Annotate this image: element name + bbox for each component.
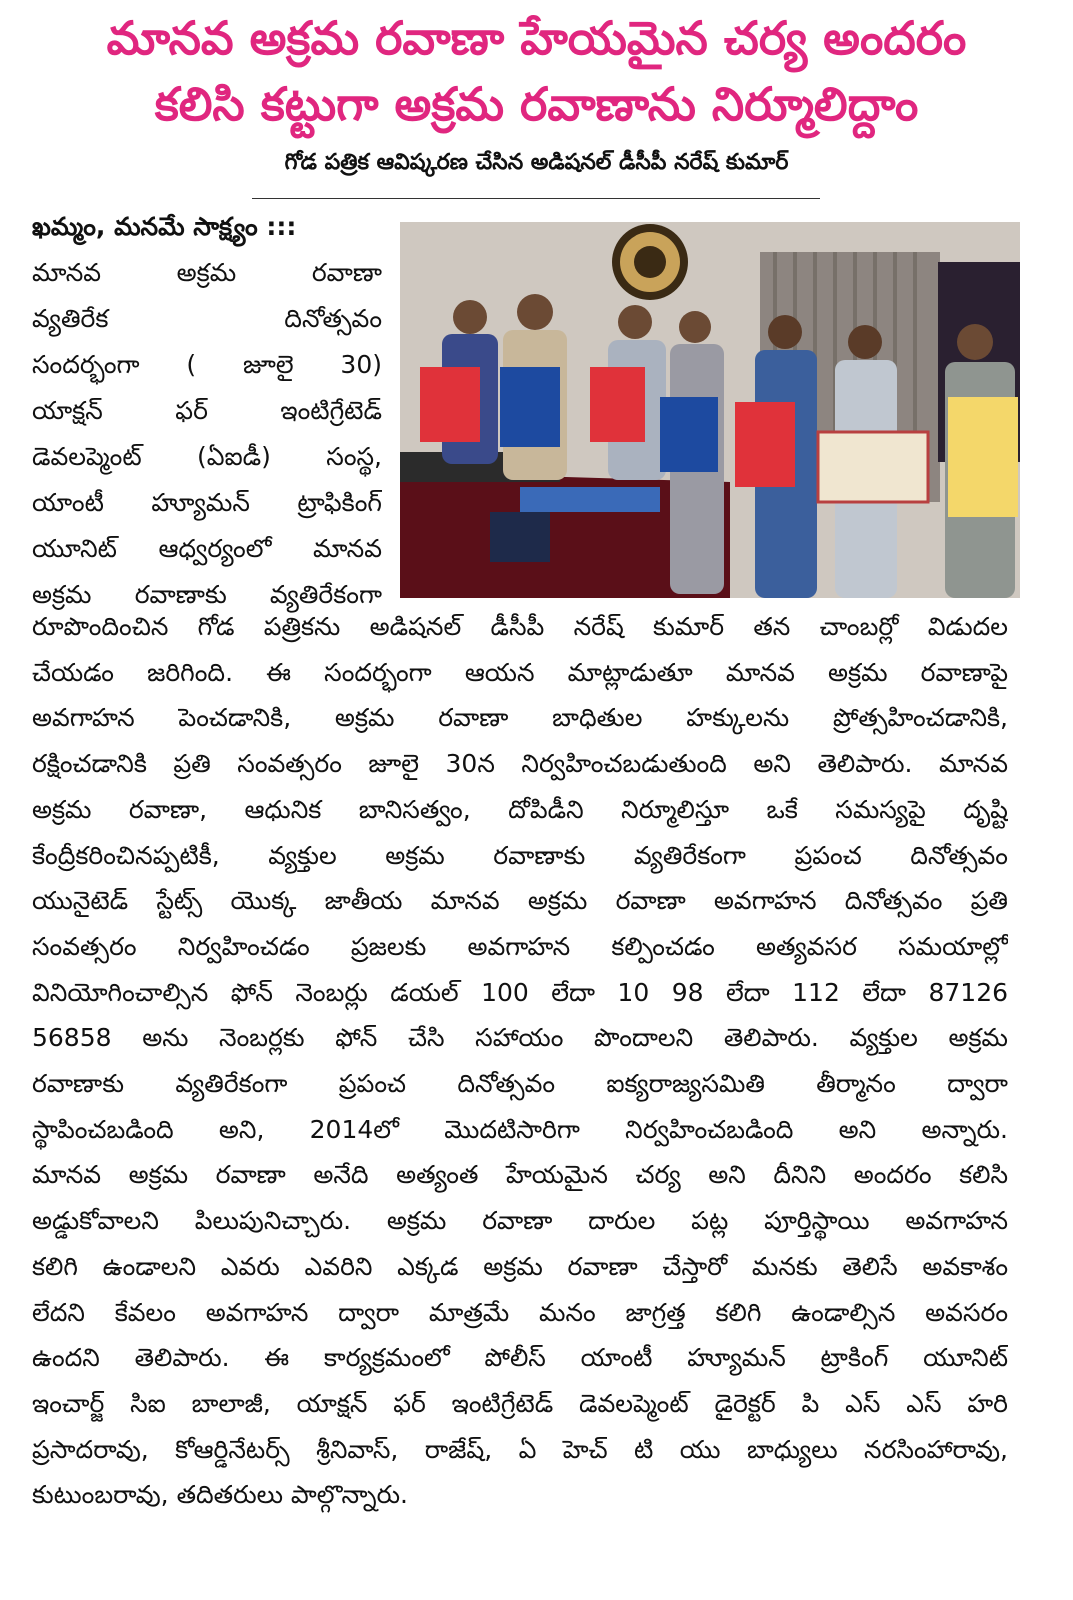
column-line: మానవ అక్రమ రవాణా [32,258,382,287]
body-line: కుటుంబరావు, తదితరులు పాల్గొన్నారు. [32,1480,408,1510]
body-line: లేదని కేవలం అవగాహన ద్వారా మాత్రమే మనం జాగ్రత్త కలిగి ఉండాల్సిన అవసరం [32,1297,1008,1327]
body-line: రూపొందించిన గోడ పత్రికను అడిషనల్ డీసీపీ నరేష్ కుమార్ తన చాంబర్లో విడుదల [32,612,1008,641]
column-line: అక్రమ రవాణాకు వ్యతిరేకంగా [32,580,382,609]
body-line: వినియోగించాల్సిన ఫోన్ నెంబర్లు డయల్ 100 లేదా 10 98 లేదా 112 లేదా 87126 [32,977,1008,1007]
subheadline: గోడ పత్రిక ఆవిష్కరణ చేసిన అడిషనల్ డీసీపీ నరేష్ కుమార్ [284,150,789,175]
body-line: స్థాపించబడింది అని, 2014లో మొదటిసారిగా నిర్వహించబడింది అని అన్నారు. [32,1114,1008,1144]
body-line: అక్రమ రవాణా, ఆధునిక బానిసత్వం, దోపిడీని నిర్మూలిస్తూ ఒకే సమస్యపై దృష్టి [32,794,1008,824]
body-line: ఉందని తెలిపారు. ఈ కార్యక్రమంలో పోలీస్ యాంటీ హ్యూమన్ ట్రాకింగ్ యూనిట్ [32,1343,1008,1373]
column-line: యాక్షన్ ఫర్ ఇంటిగ్రేటెడ్ [32,396,382,425]
body-line: రవాణాకు వ్యతిరేకంగా ప్రపంచ దినోత్సవం ఐక్యరాజ్యసమితి తీర్మానం ద్వారా [32,1069,1008,1099]
body-line: యునైటెడ్ స్టేట్స్ యొక్క జాతీయ మానవ అక్రమ రవాణా అవగాహన దినోత్సవం ప్రతి [32,886,1008,916]
body-line: 56858 అను నెంబర్లకు ఫోన్ చేసి సహాయం పొందాలని తెలిపారు. వ్యక్తుల అక్రమ [32,1023,1008,1053]
body-line: కేంద్రీకరించినప్పటికీ, వ్యక్తుల అక్రమ రవాణాకు వ్యతిరేకంగా ప్రపంచ దినోత్సవం [32,840,1008,870]
divider [252,198,820,199]
body-line: రక్షించడానికి ప్రతి సంవత్సరం జూలై 30న నిర్వహించబడుతుంది అని తెలిపారు. మానవ [32,749,1008,779]
body-line: అడ్డుకోవాలని పిలుపునిచ్చారు. అక్రమ రవాణా దారుల పట్ల పూర్తిస్థాయి అవగాహన [32,1206,1008,1236]
news-photo [400,222,1020,598]
dateline: ఖమ్మం, మనమే సాక్ష్యం ::: [32,212,297,241]
body-line: ప్రసాదరావు, కోఆర్డినేటర్స్ శ్రీనివాస్, రాజేష్, ఏ హెచ్ టి యు బాధ్యులు నరసింహారావు, [32,1434,1008,1464]
narrow-column [32,250,382,618]
body-line: ఇంచార్జ్ సిఐ బాలాజీ, యాక్షన్ ఫర్ ఇంటిగ్రేటెడ్ డెవలప్మెంట్ డైరెక్టర్ పి ఎస్ ఎస్ హరి [32,1388,1008,1418]
body-line: చేయడం జరిగింది. ఈ సందర్భంగా ఆయన మాట్లాడుతూ మానవ అక్రమ రవాణాపై [32,657,1008,687]
column-line: యాంటీ హ్యూమన్ ట్రాఫికింగ్ [32,488,382,517]
column-line: సందర్భంగా ( జూలై 30) [32,350,382,379]
headline-line-2: కలిసి కట్టుగా అక్రమ రవాణాను నిర్మూలిద్దాం [154,77,919,131]
article-body [32,604,1008,1518]
body-line: సంవత్సరం నిర్వహించడం ప్రజలకు అవగాహన కల్పించడం అత్యవసర సమయాల్లో [32,931,1008,961]
body-line: మానవ అక్రమ రవాణా అనేది అత్యంత హేయమైన చర్య అని దీనిని అందరం కలిసి [32,1160,1008,1190]
column-line: డెవలప్మెంట్ (ఏఐడీ) సంస్థ, [32,442,382,471]
column-line: వ్యతిరేక దినోత్సవం [32,304,382,333]
headline-line-1: మానవ అక్రమ రవాణా హేయమైన చర్య అందరం [106,11,967,65]
body-line: కలిగి ఉండాలని ఎవరు ఎవరిని ఎక్కడ అక్రమ రవాణా చేస్తారో మనకు తెలిసే అవకాశం [32,1251,1008,1281]
body-line: అవగాహన పెంచడానికి, అక్రమ రవాణా బాధితుల హక్కులను ప్రోత్సహించడానికి, [32,703,1008,733]
column-line: యూనిట్ ఆధ్వర్యంలో మానవ [32,534,382,563]
